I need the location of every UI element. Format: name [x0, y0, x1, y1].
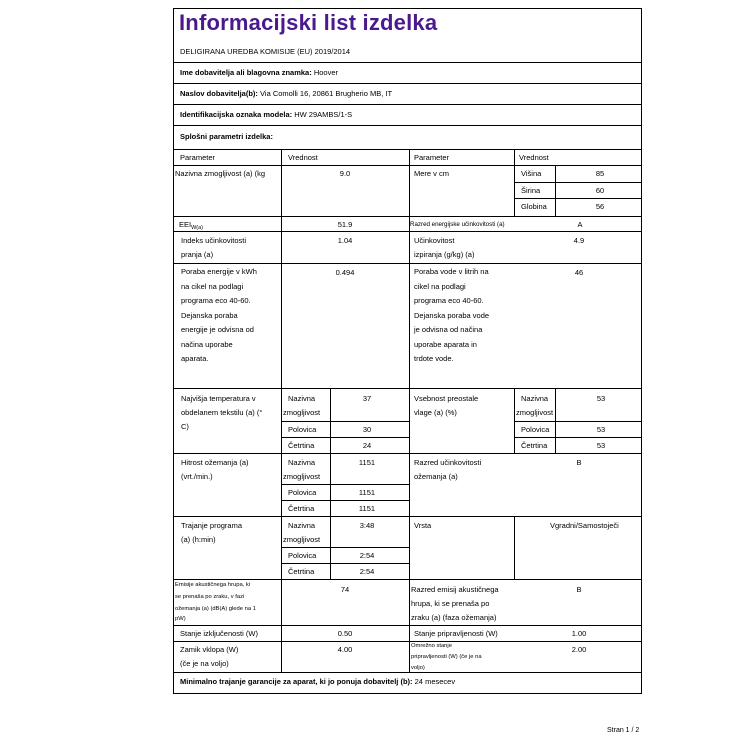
height-label: Višina	[521, 169, 542, 178]
duration-quarter-value: 2:54	[359, 567, 375, 576]
supplier-name-row	[180, 66, 338, 80]
dimensions-label: Mere v cm	[414, 169, 450, 178]
divider	[514, 437, 642, 438]
divider	[281, 563, 409, 564]
noise-class-value: B	[576, 585, 582, 594]
energy-class-value: A	[577, 220, 583, 229]
column-header-parameter: Parameter	[180, 153, 216, 162]
delay-start-value: 4.00	[337, 645, 353, 654]
noise-class-label: zraku (a) (faza ožemanja)	[411, 613, 497, 622]
divider	[281, 484, 409, 485]
energy-class-label: Razred energijske učinkovitosti (a)	[410, 221, 505, 228]
noise-emission-value: 74	[340, 585, 350, 594]
divider	[514, 198, 642, 199]
noise-emission-label: ožemanja (a) (dB(A) glede na 1	[175, 606, 256, 612]
networked-standby-label: Omrežno stanje	[411, 643, 452, 649]
column-divider	[281, 149, 282, 672]
energy-consumption-label: programa eco 40-60.	[181, 296, 251, 305]
spin-half-value: 1151	[358, 488, 376, 497]
divider	[173, 62, 642, 63]
page-number: Stran 1 / 2	[607, 727, 640, 734]
depth-label: Globina	[521, 202, 547, 211]
eei-text: EEI	[179, 220, 192, 229]
general-params-label: Splošni parametri izdelka:	[180, 132, 273, 141]
energy-consumption-label: energije je odvisna od	[181, 325, 254, 334]
quarter-load-label: Četrtina	[288, 567, 315, 576]
regulation-text: DELIGIRANA UREDBA KOMISIJE (EU) 2019/2014	[180, 47, 351, 56]
washing-index-label: Indeks učinkovitosti	[181, 236, 247, 245]
divider	[281, 437, 409, 438]
supplier-name-label: Ime dobavitelja ali blagovna znamka:	[180, 68, 312, 77]
divider	[173, 263, 642, 264]
max-temperature-label: C)	[181, 422, 189, 431]
energy-consumption-label: Poraba energije v kWh	[181, 267, 257, 276]
moisture-label: vlage (a) (%)	[414, 408, 457, 417]
energy-consumption-value: 0.494	[335, 268, 355, 277]
type-value: Vgradni/Samostoječi	[550, 521, 619, 530]
eei-label	[179, 218, 203, 235]
delay-start-label: (če je na voljo)	[180, 659, 229, 668]
noise-emission-label: pW)	[175, 616, 186, 622]
supplier-address-value: Via Comolli 16, 20861 Brugherio MB, IT	[260, 89, 393, 98]
duration-half-value: 2:54	[359, 551, 375, 560]
supplier-address-label: Naslov dobavitelja(b):	[180, 89, 258, 98]
warranty-value: 24 mesecev	[414, 677, 456, 686]
washing-index-value: 1.04	[337, 236, 353, 245]
energy-consumption-label: načina uporabe	[181, 339, 233, 349]
column-divider	[514, 388, 515, 453]
water-consumption-label: uporabe aparata in	[414, 339, 477, 349]
off-mode-value: 0.50	[337, 629, 353, 638]
off-mode-label: Stanje izključenosti (W)	[180, 629, 258, 638]
nominal-capacity-label: zmogljivost	[516, 408, 554, 417]
nominal-capacity-label: Nazivna	[521, 394, 549, 403]
divider	[173, 453, 642, 454]
divider	[173, 83, 642, 84]
water-consumption-label: Dejanska poraba vode	[414, 310, 490, 320]
divider	[173, 388, 642, 389]
energy-consumption-label: na cikel na podlagi	[181, 281, 244, 291]
rinsing-value: 4.9	[573, 236, 585, 245]
temp-half-value: 30	[362, 425, 372, 434]
networked-standby-label: pripravljenosti (W) (če je na	[411, 654, 482, 660]
column-header-value: Vrednost	[288, 153, 318, 162]
standby-value: 1.00	[571, 629, 587, 638]
half-load-label: Polovica	[288, 425, 317, 434]
column-divider	[330, 388, 331, 579]
program-duration-label: Trajanje programa	[181, 521, 242, 530]
width-label: Širina	[521, 186, 541, 195]
nominal-capacity-label: Nazivna	[288, 458, 316, 467]
nominal-capacity-label: Nazivna	[288, 521, 316, 530]
quarter-load-label: Četrtina	[521, 441, 548, 450]
divider	[281, 421, 409, 422]
water-consumption-label: cikel na podlagi	[414, 281, 466, 291]
moisture-quarter-value: 53	[596, 441, 606, 450]
divider	[281, 500, 409, 501]
quarter-load-label: Četrtina	[288, 441, 315, 450]
networked-standby-label: voljo)	[411, 665, 425, 671]
spin-nominal-value: 1151	[358, 458, 376, 467]
divider	[173, 165, 642, 166]
column-divider	[514, 149, 515, 216]
noise-emission-label: Emisije akustičnega hrupa, ki	[175, 582, 251, 588]
duration-nominal-value: 3:48	[359, 521, 375, 530]
temp-quarter-value: 24	[362, 441, 372, 450]
networked-standby-value: 2.00	[571, 645, 587, 654]
divider	[173, 516, 642, 517]
spin-speed-label: Hitrost ožemanja (a)	[181, 458, 249, 467]
water-consumption-label: trdote vode.	[414, 354, 454, 363]
half-load-label: Polovica	[521, 425, 550, 434]
divider	[173, 104, 642, 105]
washing-index-label: pranja (a)	[181, 250, 214, 259]
noise-class-label: Razred emisij akustičnega	[411, 585, 499, 594]
eei-subscript: W(a)	[191, 225, 204, 231]
rated-capacity-label: Nazivna zmogljivost (a) (kg	[175, 169, 266, 178]
half-load-label: Polovica	[288, 488, 317, 497]
water-consumption-value: 46	[574, 268, 584, 277]
water-consumption-label: programa eco 40-60.	[414, 296, 484, 305]
divider	[173, 149, 642, 150]
width-value: 60	[595, 186, 605, 195]
spin-class-label: Razred učinkovitosti	[414, 458, 482, 467]
nominal-capacity-label: Nazivna	[288, 394, 316, 403]
rinsing-label: izpiranja (g/kg) (a)	[414, 250, 475, 259]
divider	[173, 625, 642, 626]
rinsing-label: Učinkovitost	[414, 236, 455, 245]
model-id-row	[180, 108, 352, 122]
noise-emission-label: se prenaša po zraku, v fazi	[175, 594, 245, 600]
nominal-capacity-label: zmogljivost	[283, 472, 321, 481]
divider	[173, 672, 642, 673]
column-divider	[514, 516, 515, 579]
max-temperature-label: obdelanem tekstilu (a) (°	[181, 408, 263, 417]
spin-quarter-value: 1151	[358, 504, 376, 513]
max-temperature-label: Najvišja temperatura v	[181, 394, 256, 403]
divider	[173, 641, 642, 642]
supplier-address-row	[180, 87, 392, 101]
divider	[514, 421, 642, 422]
model-id-label: Identifikacijska oznaka modela:	[180, 110, 293, 119]
moisture-label: Vsebnost preostale	[414, 394, 479, 403]
half-load-label: Polovica	[288, 551, 317, 560]
program-duration-label: (a) (h:min)	[181, 535, 216, 544]
water-consumption-label: Poraba vode v litrih na	[414, 267, 489, 276]
moisture-nominal-value: 53	[596, 394, 606, 403]
depth-value: 56	[595, 202, 605, 211]
spin-class-value: B	[576, 458, 582, 467]
energy-consumption-label: aparata.	[181, 354, 209, 363]
spin-class-label: ožemanja (a)	[414, 472, 458, 481]
temp-nominal-value: 37	[362, 394, 372, 403]
divider	[173, 125, 642, 126]
column-header-value: Vrednost	[519, 153, 549, 162]
type-label: Vrsta	[414, 521, 432, 530]
rated-capacity-value: 9.0	[339, 169, 351, 178]
spin-speed-label: (vrt./min.)	[181, 472, 213, 481]
column-divider	[555, 165, 556, 216]
standby-label: Stanje pripravljenosti (W)	[414, 629, 498, 638]
page-title: Informacijski list izdelka	[179, 10, 438, 35]
height-value: 85	[595, 169, 605, 178]
quarter-load-label: Četrtina	[288, 504, 315, 513]
model-id-value: HW 29AMBS/1-S	[294, 110, 353, 119]
noise-class-label: hrupa, ki se prenaša po	[411, 599, 490, 608]
water-consumption-label: je odvisna od načina	[414, 325, 483, 334]
delay-start-label: Zamik vklopa (W)	[180, 645, 239, 654]
moisture-half-value: 53	[596, 425, 606, 434]
divider	[281, 547, 409, 548]
warranty-row	[180, 675, 455, 689]
eei-value: 51.9	[337, 220, 353, 229]
divider	[514, 182, 642, 183]
supplier-name-value: Hoover	[313, 68, 338, 77]
column-divider	[555, 388, 556, 453]
nominal-capacity-label: zmogljivost	[283, 408, 321, 417]
divider	[173, 216, 642, 217]
warranty-label: Minimalno trajanje garancije za aparat, ki jo ponuja dobavitelj (b):	[180, 677, 413, 686]
column-header-parameter: Parameter	[414, 153, 450, 162]
nominal-capacity-label: zmogljivost	[283, 535, 321, 544]
energy-consumption-label: Dejanska poraba	[181, 310, 238, 320]
